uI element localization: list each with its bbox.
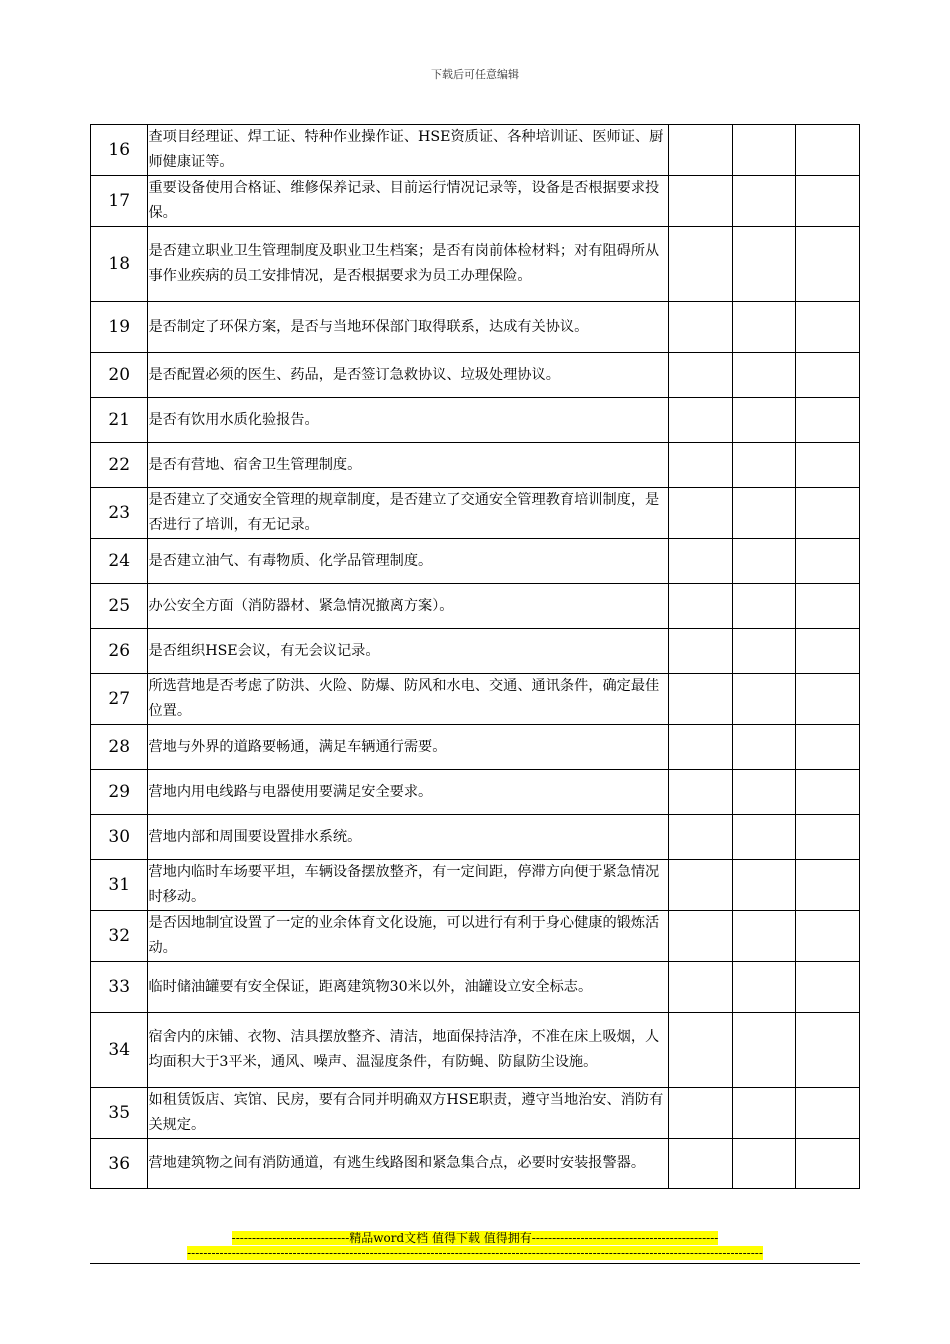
check-result-cell [796,1088,860,1139]
check-result-cell [732,539,796,584]
check-result-cell [668,674,732,725]
table-row [91,176,860,227]
check-item-text: 营地内用电线路与电器使用要满足安全要求。 [148,770,668,815]
check-result-cell [732,725,796,770]
row-number: 36 [91,1139,148,1189]
check-result-cell [732,1088,796,1139]
table-row [91,398,860,443]
check-item-text: 重要设备使用合格证、维修保养记录、目前运行情况记录等，设备是否根据要求投保。 [148,176,668,227]
check-item-text: 临时储油罐要有安全保证，距离建筑物30米以外，油罐设立安全标志。 [148,962,668,1013]
footer-banner-text: -----------------------------精品word文档 值得下载 值得拥有---------------------------------------------- [231,1231,719,1245]
check-result-cell [668,911,732,962]
table-body [91,125,860,1189]
check-result-cell [668,539,732,584]
check-result-cell [796,353,860,398]
table-row [91,584,860,629]
check-result-cell [668,1088,732,1139]
table-row [91,539,860,584]
table-row [91,488,860,539]
check-result-cell [796,443,860,488]
table-row [91,353,860,398]
table-row [91,227,860,302]
row-number: 23 [91,488,148,539]
table-row [91,1013,860,1088]
row-number: 20 [91,353,148,398]
check-result-cell [796,539,860,584]
check-result-cell [732,443,796,488]
row-number: 33 [91,962,148,1013]
table-row [91,125,860,176]
check-result-cell [668,302,732,353]
table-row [91,725,860,770]
check-item-text: 是否建立职业卫生管理制度及职业卫生档案；是否有岗前体检材料；对有阻碍所从事作业疾病的员工安排情况，是否根据要求为员工办理保险。 [148,227,668,302]
table-row [91,302,860,353]
check-result-cell [796,860,860,911]
table-row [91,1088,860,1139]
inspection-table [90,124,860,1189]
check-result-cell [732,674,796,725]
check-result-cell [796,1139,860,1189]
check-result-cell [668,770,732,815]
check-result-cell [796,815,860,860]
footer-rule [90,1263,860,1264]
check-result-cell [796,962,860,1013]
check-item-text: 是否建立了交通安全管理的规章制度，是否建立了交通安全管理教育培训制度，是否进行了培训，有无记录。 [148,488,668,539]
check-result-cell [796,302,860,353]
table-row [91,962,860,1013]
row-number: 32 [91,911,148,962]
check-result-cell [668,815,732,860]
check-result-cell [732,353,796,398]
row-number: 22 [91,443,148,488]
check-result-cell [796,584,860,629]
check-item-text: 宿舍内的床铺、衣物、洁具摆放整齐、清洁，地面保持洁净，不准在床上吸烟，人均面积大于3平米，通风、噪声、温湿度条件，有防蝇、防鼠防尘设施。 [148,1013,668,1088]
check-result-cell [668,629,732,674]
row-number: 35 [91,1088,148,1139]
check-result-cell [668,584,732,629]
check-result-cell [732,962,796,1013]
table-row [91,770,860,815]
check-result-cell [796,1013,860,1088]
check-item-text: 如租赁饭店、宾馆、民房，要有合同并明确双方HSE职责，遵守当地治安、消防有关规定。 [148,1088,668,1139]
check-item-text: 是否因地制宜设置了一定的业余体育文化设施，可以进行有利于身心健康的锻炼活动。 [148,911,668,962]
row-number: 25 [91,584,148,629]
check-item-text: 是否配置必须的医生、药品，是否签订急救协议、垃圾处理协议。 [148,353,668,398]
check-result-cell [668,860,732,911]
check-result-cell [668,398,732,443]
row-number: 16 [91,125,148,176]
check-item-text: 查项目经理证、焊工证、特种作业操作证、HSE资质证、各种培训证、医师证、厨师健康证等。 [148,125,668,176]
check-result-cell [732,584,796,629]
check-result-cell [732,629,796,674]
footer-dash-line [0,1245,950,1261]
check-item-text: 办公安全方面（消防器材、紧急情况撤离方案）。 [148,584,668,629]
check-result-cell [796,629,860,674]
check-result-cell [732,398,796,443]
check-result-cell [796,488,860,539]
footer-banner [0,1230,950,1246]
table-row [91,674,860,725]
row-number: 29 [91,770,148,815]
check-item-text: 是否有饮用水质化验报告。 [148,398,668,443]
check-result-cell [732,302,796,353]
check-result-cell [732,770,796,815]
check-result-cell [668,1139,732,1189]
check-result-cell [732,911,796,962]
check-result-cell [732,860,796,911]
row-number: 27 [91,674,148,725]
check-result-cell [732,815,796,860]
row-number: 34 [91,1013,148,1088]
check-result-cell [732,488,796,539]
check-result-cell [796,725,860,770]
check-item-text: 是否组织HSE会议，有无会议记录。 [148,629,668,674]
check-result-cell [668,227,732,302]
check-item-text: 营地内部和周围要设置排水系统。 [148,815,668,860]
check-result-cell [668,443,732,488]
check-result-cell [732,1139,796,1189]
check-result-cell [732,1013,796,1088]
check-result-cell [668,725,732,770]
row-number: 24 [91,539,148,584]
check-result-cell [668,125,732,176]
row-number: 28 [91,725,148,770]
table-row [91,1139,860,1189]
table-row [91,860,860,911]
table-row [91,911,860,962]
footer-dash-text: ---------------------------------------------------------------------------------------------------------------------------------------------- [187,1246,763,1260]
check-result-cell [668,488,732,539]
check-item-text: 所选营地是否考虑了防洪、火险、防爆、防风和水电、交通、通讯条件，确定最佳位置。 [148,674,668,725]
check-item-text: 是否有营地、宿舍卫生管理制度。 [148,443,668,488]
row-number: 31 [91,860,148,911]
check-result-cell [732,125,796,176]
check-result-cell [668,353,732,398]
check-result-cell [796,398,860,443]
row-number: 26 [91,629,148,674]
check-result-cell [796,770,860,815]
check-result-cell [796,674,860,725]
table-row [91,629,860,674]
check-result-cell [796,125,860,176]
check-result-cell [796,227,860,302]
row-number: 17 [91,176,148,227]
table-row [91,443,860,488]
check-item-text: 营地内临时车场要平坦，车辆设备摆放整齐，有一定间距，停滞方向便于紧急情况时移动。 [148,860,668,911]
row-number: 30 [91,815,148,860]
check-result-cell [796,911,860,962]
page-header: 下载后可任意编辑 [431,68,519,81]
check-item-text: 营地与外界的道路要畅通，满足车辆通行需要。 [148,725,668,770]
check-result-cell [668,1013,732,1088]
check-result-cell [796,176,860,227]
row-number: 21 [91,398,148,443]
check-item-text: 营地建筑物之间有消防通道，有逃生线路图和紧急集合点，必要时安装报警器。 [148,1139,668,1189]
check-result-cell [668,962,732,1013]
check-item-text: 是否制定了环保方案，是否与当地环保部门取得联系，达成有关协议。 [148,302,668,353]
check-item-text: 是否建立油气、有毒物质、化学品管理制度。 [148,539,668,584]
row-number: 18 [91,227,148,302]
check-result-cell [668,176,732,227]
table-row [91,815,860,860]
check-result-cell [732,227,796,302]
check-result-cell [732,176,796,227]
row-number: 19 [91,302,148,353]
